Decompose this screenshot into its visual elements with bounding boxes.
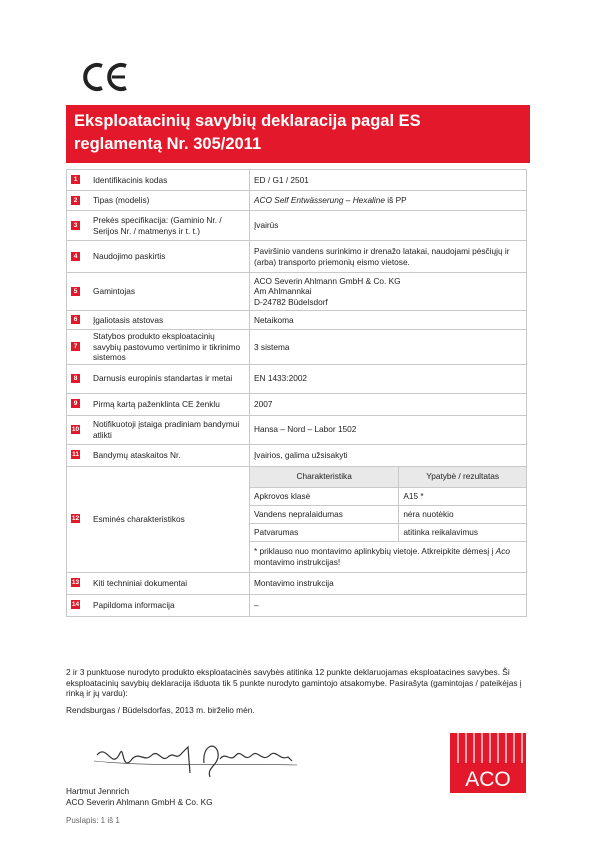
row-number: 1 — [71, 175, 80, 184]
row-number: 11 — [72, 451, 79, 458]
table-row — [67, 444, 527, 466]
signer-block — [66, 786, 213, 807]
result-header: Ypatybė / rezultatas — [399, 467, 526, 488]
row-number: 6 — [71, 315, 80, 324]
characteristic-header: Charakteristika — [250, 467, 399, 488]
conformity-statement: 2 ir 3 punktuose nurodyto produkto eksploatacinės savybės atitinka 12 punkte deklaruojamas eksploatacines savybes. Ši eksploatacinių savybių deklaracija išduota tik 5 punkte nurodyto gamintojo atsakomybe. Pasirašyta (gamintojas / pateikėjas į rinką ir jų vardu): — [66, 667, 522, 698]
row-value: EN 1433:2002 — [250, 364, 527, 393]
characteristic-name: Apkrovos klasė — [250, 487, 399, 505]
row-number: 12 — [71, 515, 80, 522]
table-row — [67, 170, 527, 191]
manufacturer-name: ACO Severin Ahlmann GmbH & Co. KG — [254, 275, 401, 286]
characteristics-table — [250, 467, 526, 572]
row-value — [250, 273, 527, 311]
row-number: 4 — [71, 252, 80, 261]
signer-name: Hartmut Jennrich — [66, 786, 130, 796]
table-row — [67, 466, 527, 572]
row-value: Montavimo instrukcija — [250, 572, 527, 594]
characteristic-result: A15 * — [399, 487, 526, 505]
row-value: 2007 — [250, 393, 527, 415]
title-line-2: reglamentą Nr. 305/2011 — [74, 135, 262, 153]
signer-company: ACO Severin Ahlmann GmbH & Co. KG — [66, 796, 213, 807]
title-line-1: Eksploatacinių savybių deklaracija pagal ES — [74, 112, 421, 130]
row-value: Įvairios, galima užsisakyti — [250, 444, 527, 466]
handwritten-signature — [92, 733, 302, 783]
svg-text:ACO: ACO — [465, 768, 511, 791]
row-number: 9 — [71, 399, 80, 408]
table-row — [67, 572, 527, 594]
row-label: Tipas (modelis) — [93, 195, 150, 206]
document-title — [66, 105, 530, 163]
ce-mark-logo — [82, 60, 130, 94]
row-value: Hansa – Nord – Labor 1502 — [250, 415, 527, 444]
table-row — [67, 330, 527, 365]
row-label: Kiti techniniai dokumentai — [93, 577, 188, 588]
note-brand: Aco — [495, 545, 510, 556]
characteristic-row — [250, 505, 526, 523]
row-label: Įgaliotasis atstovas — [93, 314, 164, 325]
row-value — [250, 191, 527, 211]
row-label: Darnusis europinis standartas ir metai — [93, 373, 233, 384]
row-number: 7 — [71, 342, 80, 351]
manufacturer-street: Am Ahlmannkai — [254, 286, 312, 297]
table-row — [67, 241, 527, 273]
row-label: Papildoma informacija — [93, 599, 175, 610]
row-number: 13 — [71, 579, 80, 586]
row-value: ED / G1 / 2501 — [250, 170, 527, 191]
row-number: 10 — [71, 425, 80, 433]
row-value: 3 sistema — [250, 330, 527, 365]
row-label: Statybos produkto eksploatacinių savybių pastovumo vertinimo ir tikrinimo sistemos — [93, 331, 241, 362]
characteristic-result: nėra nuotėkio — [399, 505, 526, 523]
row-number: 2 — [71, 196, 80, 205]
table-row — [67, 364, 527, 393]
characteristic-name: Vandens nepralaidumas — [250, 505, 399, 523]
row-value: Įvairūs — [250, 211, 527, 241]
row-value: – — [250, 594, 527, 616]
characteristics-note — [250, 541, 526, 572]
row-label: Bandymų ataskaitos Nr. — [93, 449, 181, 460]
note-text-2: montavimo instrukcijas! — [254, 556, 341, 567]
table-row — [67, 594, 527, 616]
row-label: Naudojimo paskirtis — [93, 251, 166, 262]
table-row — [67, 393, 527, 415]
row-label: Pirmą kartą paženklinta CE ženklu — [93, 398, 220, 409]
characteristic-result: atitinka reikalavimus — [399, 523, 526, 541]
row-number: 3 — [71, 221, 80, 230]
row-label: Esminės charakteristikos — [93, 513, 185, 524]
product-material: iš PP — [384, 195, 407, 206]
characteristic-row — [250, 523, 526, 541]
row-number: 8 — [71, 374, 80, 383]
table-row — [67, 191, 527, 211]
row-value: Paviršinio vandens surinkimo ir drenažo latakai, naudojami pėsčiųjų ir (arba) transporto priemonių eismo vietose. — [250, 241, 527, 273]
product-name: ACO Self Entwässerung – Hexaline — [254, 195, 385, 206]
table-row — [67, 415, 527, 444]
aco-logo — [450, 733, 526, 793]
table-row — [67, 311, 527, 330]
manufacturer-city: D-24782 Büdelsdorf — [254, 296, 328, 307]
table-row — [67, 273, 527, 311]
row-label: Gamintojas — [93, 286, 135, 297]
row-label: Prekės specifikacija: (Gaminio Nr. / Serijos Nr. / matmenys ir t. t.) — [93, 215, 222, 236]
row-value: Netaikoma — [250, 311, 527, 330]
row-number: 5 — [71, 287, 80, 296]
row-label: Identifikacinis kodas — [93, 174, 168, 185]
characteristic-row — [250, 487, 526, 505]
characteristic-name: Patvarumas — [250, 523, 399, 541]
table-row — [67, 211, 527, 241]
row-label: Notifikuotoji įstaiga pradiniam bandymui atlikti — [93, 419, 240, 440]
place-date: Rendsburgas / Büdelsdorfas, 2013 m. birželio mėn. — [66, 705, 255, 715]
row-number: 14 — [71, 601, 80, 608]
note-text-1: * priklauso nuo montavimo aplinkybių vietoje. Atkreipkite dėmesį į — [254, 545, 496, 556]
declaration-table — [66, 169, 527, 617]
page-number: Puslapis: 1 iš 1 — [66, 816, 120, 825]
